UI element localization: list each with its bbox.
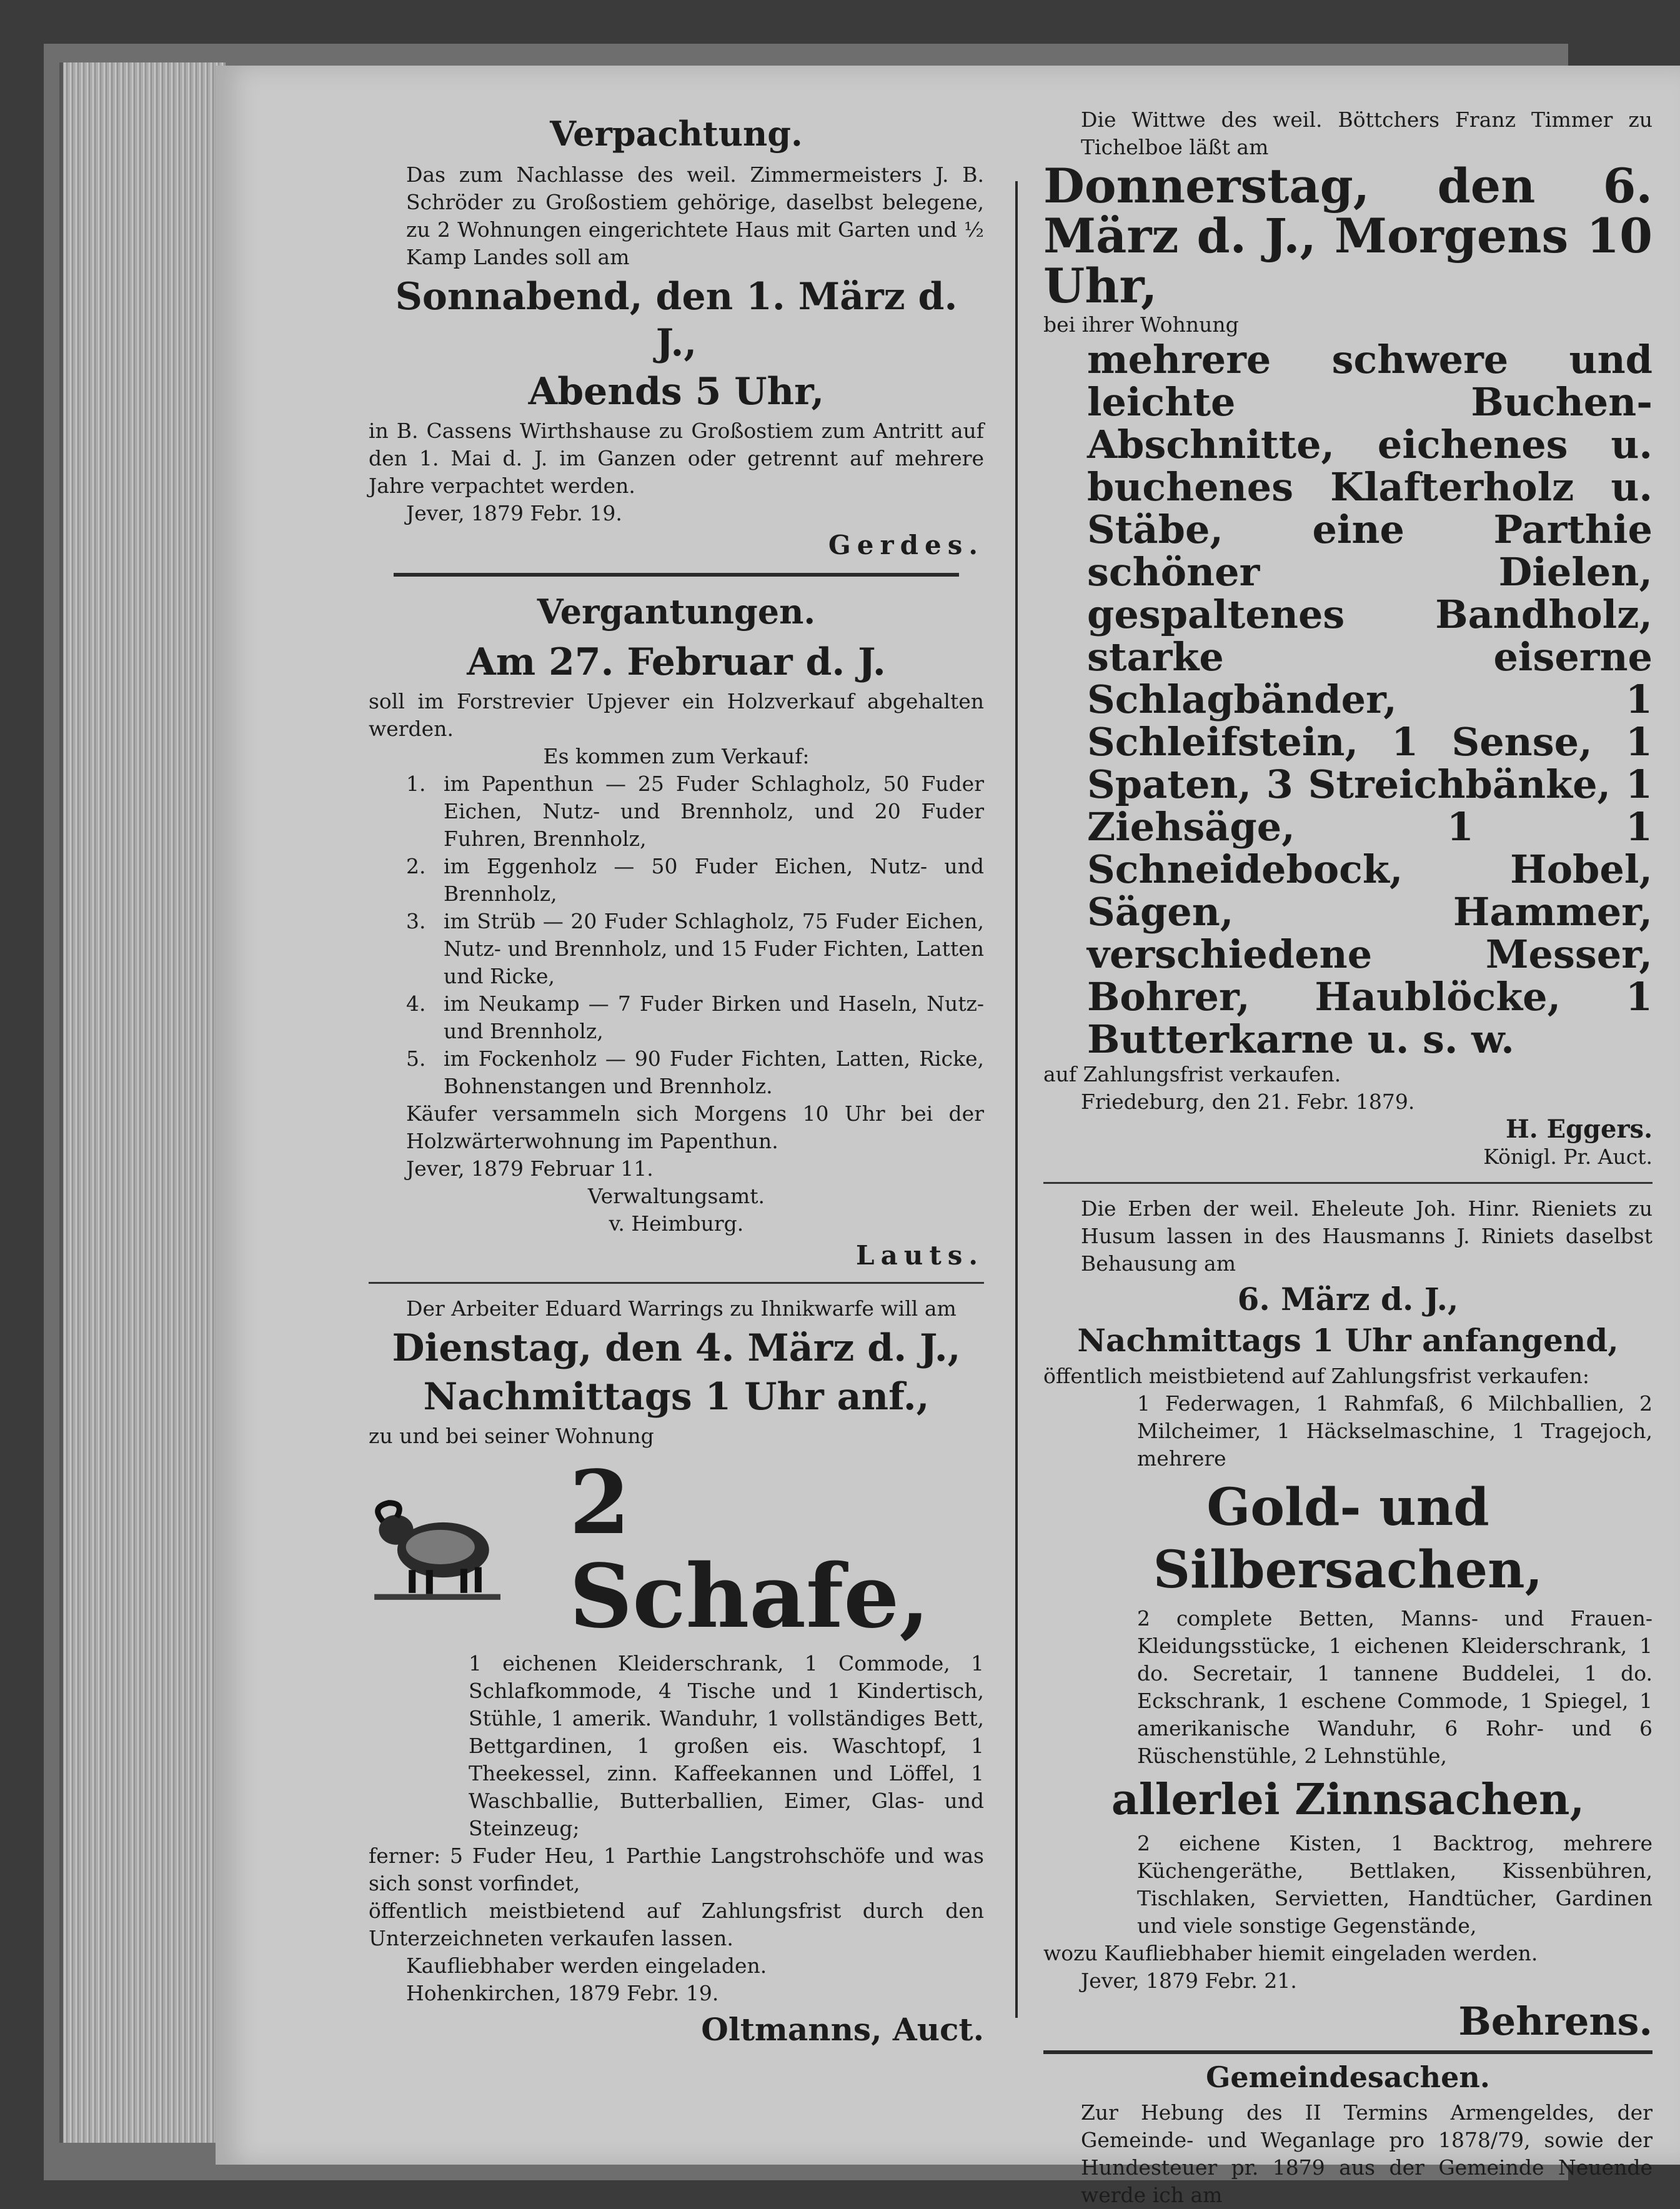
column-rule: [1015, 181, 1018, 2018]
page-edges: [59, 62, 226, 2143]
ad-date: Am 27. Februar d. J.: [467, 640, 886, 684]
item-number: 4.: [406, 991, 426, 1016]
ad-intro: Es kommen zum Verkauf:: [543, 744, 810, 768]
list-item: [406, 908, 984, 990]
ad-place-date: Friedeburg, den 21. Febr. 1879.: [1081, 1090, 1415, 1114]
ad-place-date: Jever, 1879 Febr. 21.: [1081, 1968, 1297, 1993]
divider: [1043, 2050, 1653, 2054]
ad-time: Nachmittags 1 Uhr anfangend,: [1077, 1322, 1619, 1359]
ad-office: Verwaltungsamt.: [587, 1184, 765, 1208]
divider: [1043, 1182, 1653, 1184]
ad-vergantungen: [369, 589, 984, 1271]
ad-items: 2 complete Betten, Manns- und Frauen-Kleidungsstücke, 1 eichenen Kleiderschrank, 1 do. Secretair, 1 tannene Buddelei, 1 do. Eckschrank, 1 eschene Commode, 1 Spiegel, 1 amerikanische Wanduhr, 6 Rohr- und 6 Rüschenstühle, 2 Lehnstühle,: [1137, 1606, 1653, 1768]
item-text: im Papenthun — 25 Fuder Schlagholz, 50 Fuder Eichen, Nutz- und Brennholz, und 20 Fuder Fuhren, Brennholz,: [444, 772, 984, 851]
ad-date: Sonnabend, den 1. März d. J.,: [395, 275, 958, 365]
ad-more: ferner: 5 Fuder Heu, 1 Parthie Langstrohschöfe und was sich sonst vorfindet,: [369, 1844, 984, 1895]
ad-signature: H. Eggers.: [1505, 1114, 1653, 1144]
ad-place-date: Jever, 1879 Februar 11.: [406, 1156, 654, 1181]
divider: [369, 1282, 984, 1284]
ad-signature: Behrens.: [1458, 1998, 1653, 2044]
item-text: im Strüb — 20 Fuder Schlagholz, 75 Fuder Eichen, Nutz- und Brennholz, und 15 Fuder Fichten, Latten und Ricke,: [444, 909, 984, 988]
section-gemeindesachen: [1043, 2060, 1653, 2209]
ad-role: Königl. Pr. Auct.: [1483, 1144, 1653, 1169]
ad-body: Der Arbeiter Eduard Warrings zu Ihnikwarfe will am: [406, 1296, 957, 1321]
ad-headline: Gold- und Silbersachen,: [1153, 1477, 1543, 1600]
ad-officer: v. Heimburg.: [609, 1211, 744, 1236]
item-number: 3.: [406, 909, 426, 933]
ad-time: Nachmittags 1 Uhr anf.,: [423, 1375, 930, 1419]
ad-place-date: Hohenkirchen, 1879 Febr. 19.: [406, 1981, 719, 2005]
ad-date: Donnerstag, den 6. März d. J., Morgens 10 Uhr,: [1043, 158, 1653, 314]
item-number: 5.: [406, 1046, 426, 1071]
ad-sale: auf Zahlungsfrist verkaufen.: [1043, 1062, 1341, 1086]
ad-invite: wozu Kaufliebhaber hiemit eingeladen werden.: [1043, 1941, 1538, 1965]
ad-date: 6. März d. J.,: [1237, 1281, 1459, 1318]
divider: [394, 573, 959, 577]
left-column: [369, 106, 984, 2052]
item-number: 1.: [406, 772, 426, 796]
ad-body: Die Erben der weil. Eheleute Joh. Hinr. Rieniets zu Husum lassen in des Hausmanns J. Riniets daselbst Behausung am: [1081, 1196, 1653, 1276]
ad-title: Verpachtung.: [550, 114, 803, 154]
ad-date: Dienstag, den 4. März d. J.,: [392, 1326, 961, 1370]
list-item: [406, 770, 984, 853]
ad-headline: 2 Schafe,: [569, 1452, 930, 1648]
ad-body: zu und bei seiner Wohnung: [369, 1424, 654, 1448]
ad-time: Abends 5 Uhr,: [528, 370, 825, 414]
sheep-illustration: [369, 1491, 500, 1609]
ad-place-date: Jever, 1879 Febr. 19.: [406, 501, 622, 525]
ad-body: Die Wittwe des weil. Böttchers Franz Timmer zu Tichelboe läßt am: [1081, 107, 1653, 159]
ad-rieniets: [1043, 1195, 1653, 2044]
section-body: Zur Hebung des II Termins Armengeldes, der Gemeinde- und Weganlage pro 1878/79, sowie der Hundesteuer pr. 1879 aus der Gemeinde Neuende werde ich am: [1081, 2100, 1653, 2207]
ad-body: soll im Forstrevier Upjever ein Holzverkauf abgehalten werden.: [369, 689, 984, 741]
ad-invite: Kaufliebhaber werden eingeladen.: [406, 1953, 767, 1978]
list-item: [406, 853, 984, 908]
ad-items: 1 eichenen Kleiderschrank, 1 Commode, 1 Schlafkommode, 4 Tische und 1 Kindertisch, Stühle, 1 amerik. Wanduhr, 1 vollständiges Bett, Bettgardinen, 1 großen eis. Waschtopf, 1 Theekessel, zinn. Kaffeekannen und Löffel, 1 Waschballie, Butterballien, Eimer, Glas- und Steinzeug;: [469, 1651, 984, 1840]
ad-body: bei ihrer Wohnung: [1043, 312, 1239, 337]
list-item: [406, 990, 984, 1045]
ad-body: Käufer versammeln sich Morgens 10 Uhr bei der Holzwärterwohnung im Papenthun.: [406, 1101, 984, 1153]
ad-headline: allerlei Zinnsachen,: [1111, 1775, 1585, 1825]
ad-items: 2 eichene Kisten, 1 Backtrog, mehrere Küchengeräthe, Bettlaken, Kissenbühren, Tischlaken, Servietten, Handtücher, Gardinen und viele sonstige Gegenstände,: [1137, 1831, 1653, 1938]
ad-items: mehrere schwere und leichte Buchen-Abschnitte, eichenes u. buchenes Klafterholz u. Stäbe, eine Parthie schöner Dielen, gespaltenes Bandholz, starke eiserne Schlagbänder, 1 Schleifstein, 1 Sense, 1 Spaten, 3 Streichbänke, 1 Ziehsäge, 1 1 Schneidebock, Hobel, Sägen, Hammer, verschiedene Messer, Bohrer, Haublöcke, 1 Butterkarne u. s. w.: [1087, 337, 1653, 1062]
ad-signature: Gerdes.: [828, 530, 984, 560]
item-text: im Neukamp — 7 Fuder Birken und Haseln, Nutz- und Brennholz,: [444, 991, 984, 1043]
ad-verpachtung: [369, 111, 984, 560]
ad-signature: Oltmanns, Auct.: [701, 2011, 984, 2048]
item-text: im Fockenholz — 90 Fuder Fichten, Latten, Ricke, Bohnenstangen und Brennholz.: [444, 1046, 984, 1098]
ad-signature: Lauts.: [856, 1240, 984, 1271]
ad-timmer: [1043, 106, 1653, 1171]
ad-sale: öffentlich meistbietend auf Zahlungsfrist durch den Unterzeichneten verkaufen lassen.: [369, 1899, 984, 1950]
ad-title: Vergantungen.: [537, 592, 816, 632]
item-text: im Eggenholz — 50 Fuder Eichen, Nutz- und Brennholz,: [444, 854, 984, 906]
section-title: Gemeindesachen.: [1206, 2060, 1490, 2094]
item-number: 2.: [406, 854, 426, 878]
right-column: [1043, 106, 1653, 2209]
list-item: [406, 1045, 984, 1100]
ad-items: 1 Federwagen, 1 Rahmfaß, 6 Milchballien, 2 Milcheimer, 1 Häckselmaschine, 1 Tragejoch, mehrere: [1137, 1391, 1653, 1471]
ad-schafe: [369, 1295, 984, 2048]
ad-body: Das zum Nachlasse des weil. Zimmermeisters J. B. Schröder zu Großostiem gehörige, daselbst belegene, zu 2 Wohnungen eingerichtete Haus mit Garten und ½ Kamp Landes soll am: [406, 162, 984, 269]
ad-body: in B. Cassens Wirthshause zu Großostiem zum Antritt auf den 1. Mai d. J. im Ganzen oder getrennt auf mehrere Jahre verpachtet werden.: [369, 419, 984, 498]
ad-sale: öffentlich meistbietend auf Zahlungsfrist verkaufen:: [1043, 1364, 1589, 1388]
